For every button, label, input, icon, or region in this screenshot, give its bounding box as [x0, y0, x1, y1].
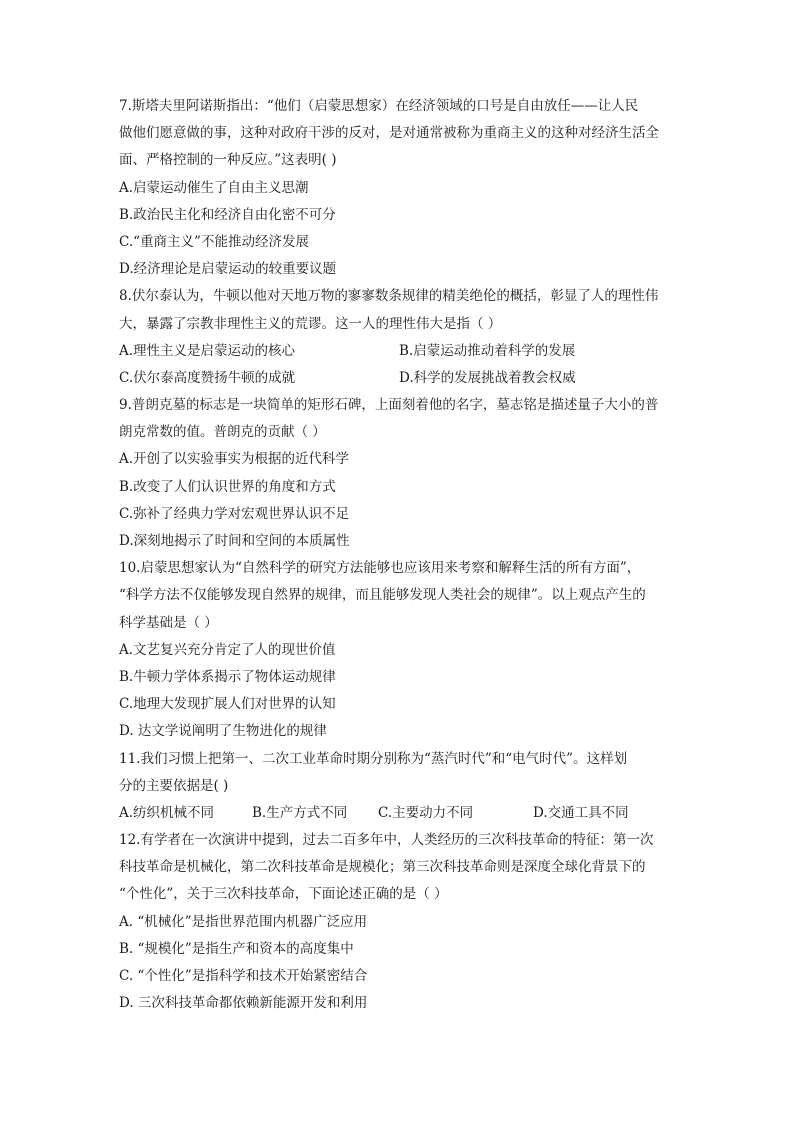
question-7-stem-line-3: 面、严格控制的一种反应。”这表明( )	[119, 152, 337, 169]
question-9-option-b: B.改变了人们认识世界的角度和方式	[119, 478, 336, 495]
question-10-stem-line-1: 10.启蒙思想家认为“自然科学的研究方法能够也应该用来考察和解释生活的所有方面”，	[119, 560, 641, 577]
question-8-stem-line-2: 大，暴露了宗教非理性主义的荒谬。这一人的理性伟大是指（ ）	[119, 315, 502, 332]
question-10-option-b: B.牛顿力学体系揭示了物体运动规律	[119, 668, 336, 685]
question-10-option-d: D. 达文学说阐明了生物进化的规律	[119, 723, 327, 740]
question-9-stem-line-2: 朗克常数的值。普朗克的贡献（ ）	[119, 424, 326, 441]
question-7-option-d: D.经济理论是启蒙运动的较重要议题	[119, 261, 337, 278]
question-11-option-b: B.生产方式不同	[252, 804, 348, 821]
question-12-option-a: A. “机械化”是指世界范围内机器广泛应用	[119, 913, 368, 930]
question-8-options-row-1	[119, 338, 679, 365]
question-7-option-b: B.政治民主化和经济自由化密不可分	[119, 206, 336, 223]
question-10-stem-line-3: 科学基础是（ ）	[119, 614, 218, 631]
question-12-option-b: B. “规模化”是指生产和资本的高度集中	[119, 940, 354, 957]
question-12-option-d: D. 三次科技革命都依赖新能源开发和利用	[119, 995, 368, 1012]
question-sheet	[119, 93, 679, 1017]
question-12-stem-line-1: 12.有学者在一次演讲中提到，过去二百多年中，人类经历的三次科技革命的特征：第一次	[119, 832, 654, 849]
question-7-option-a: A.启蒙运动催生了自由主义思潮	[119, 179, 309, 196]
question-11-stem-line-2: 分的主要依据是( )	[119, 777, 229, 794]
question-11-stem-line-1: 11.我们习惯上把第一、二次工业革命时期分别称为“蒸汽时代”和“电气时代”。这样划	[119, 750, 628, 767]
question-7-stem-line-2: 做他们愿意做的事，这种对政府干涉的反对，是对通常被称为重商主义的这种对经济生活全	[119, 125, 659, 142]
question-7-option-c: C.“重商主义”不能推动经济发展	[119, 233, 309, 250]
question-11-option-d: D.交通工具不同	[533, 804, 629, 821]
question-12	[119, 827, 679, 1017]
question-11-option-a: A.纺织机械不同	[119, 804, 215, 821]
question-10-option-c: C.地理大发现扩展人们对世界的认知	[119, 696, 336, 713]
question-10-stem-line-2: “科学方法不仅能够发现自然界的规律，而且能够发现人类社会的规律”。以上观点产生的	[119, 587, 646, 604]
question-12-option-c: C. “个性化”是指科学和技术开始紧密结合	[119, 968, 368, 984]
question-9-option-a: A.开创了以实验事实为根据的近代科学	[119, 451, 350, 468]
question-8	[119, 283, 679, 392]
question-9-option-d: D.深刻地揭示了时间和空间的本质属性	[119, 533, 350, 549]
question-9	[119, 392, 679, 555]
question-10-option-a: A.文艺复兴充分肯定了人的现世价值	[119, 641, 336, 658]
question-9-stem-line-1: 9.普朗克墓的标志是一块简单的矩形石碑，上面刻着他的名字，墓志铭是描述量子大小的普	[119, 397, 659, 414]
question-10	[119, 555, 679, 745]
question-8-options-row-2	[119, 365, 679, 392]
question-11-option-c: C.主要动力不同	[378, 804, 474, 821]
question-8-option-d: D.科学的发展挑战着教会权威	[399, 369, 576, 386]
question-8-stem-line-1: 8.伏尔泰认为，牛顿以他对天地万物的寥寥数条规律的精美绝伦的概括，彰显了人的理性伟	[119, 288, 659, 305]
question-8-option-a: A.理性主义是启蒙运动的核心	[119, 342, 296, 359]
question-11-options-row	[119, 800, 679, 827]
question-8-option-b: B.启蒙运动推动着科学的发展	[399, 342, 576, 359]
question-11	[119, 746, 679, 828]
question-12-stem-line-2: 科技革命是机械化，第二次科技革命是规模化；第三次科技革命则是深度全球化背景下的	[119, 859, 646, 876]
question-7-stem-line-1: 7.斯塔夫里阿诺斯指出：“他们（启蒙思想家）在经济领域的口号是自由放任——让人民	[119, 98, 639, 114]
question-9-option-c: C.弥补了经典力学对宏观世界认识不足	[119, 505, 350, 522]
question-12-stem-line-3: “个性化”，关于三次科技革命，下面论述正确的是（ ）	[119, 886, 448, 903]
question-7	[119, 93, 679, 283]
question-8-option-c: C.伏尔泰高度赞扬牛顿的成就	[119, 369, 296, 386]
